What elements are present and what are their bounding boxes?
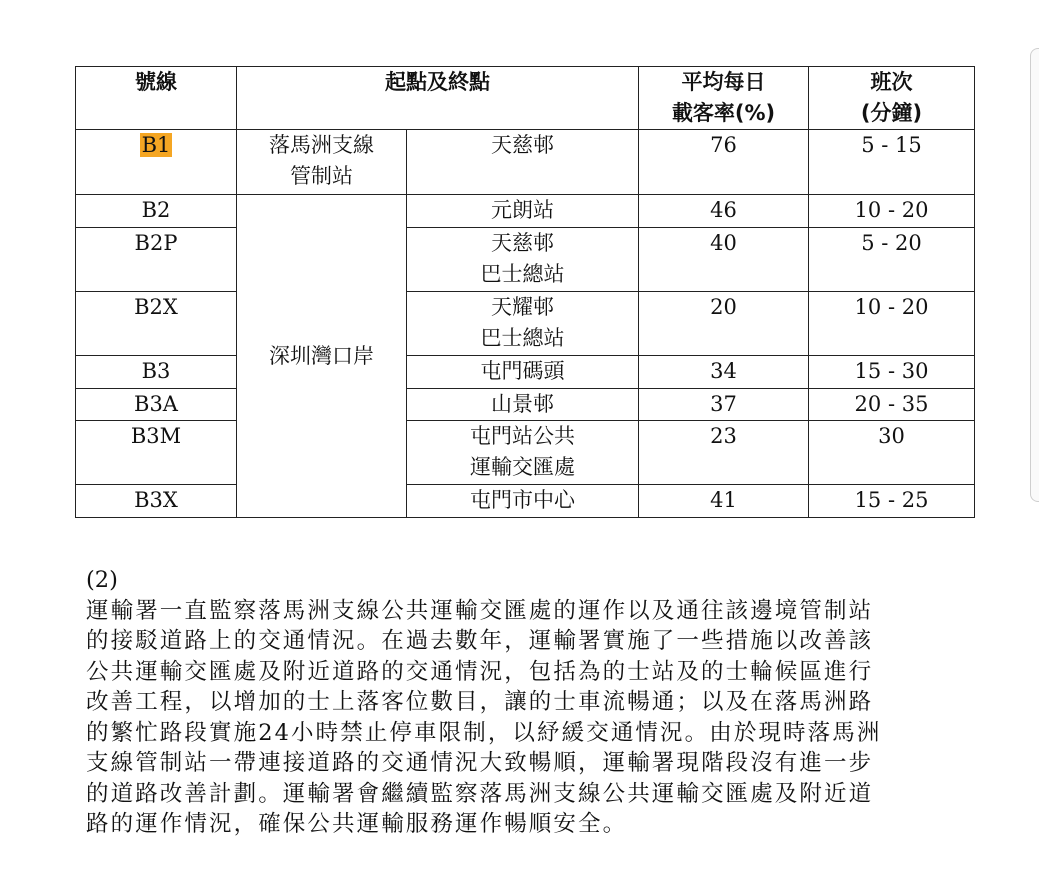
route-cell (76, 130, 237, 195)
header-frequency-line2: (分鐘) (860, 101, 923, 125)
paragraph-line: 的接駁道路上的交通情況。在過去數年，運輸署實施了一些措施以改善該 (86, 628, 874, 654)
occupancy-cell: 20 (639, 292, 809, 356)
table-row (76, 130, 975, 195)
occupancy-cell: 76 (639, 130, 809, 195)
frequency-cell: 15 - 25 (809, 485, 975, 518)
header-endpoints: 起點及終點 (237, 67, 639, 130)
destination-line2: 巴士總站 (480, 326, 565, 350)
destination-line2: 運輸交匯處 (470, 455, 575, 479)
destination-cell: 屯門市中心 (407, 485, 639, 518)
destination-line1: 天耀邨 (491, 295, 554, 319)
table-header-row (76, 67, 975, 130)
route-cell: B3X (76, 485, 237, 518)
paragraph-line: 運輸署一直監察落馬洲支線公共運輸交匯處的運作以及通往該邊境管制站 (86, 597, 874, 624)
destination-cell: 屯門碼頭 (407, 356, 639, 389)
table-row (76, 228, 975, 292)
destination-cell: 山景邨 (407, 389, 639, 421)
origin-cell (237, 130, 407, 195)
route-cell: B2P (76, 228, 237, 292)
occupancy-cell: 23 (639, 421, 809, 485)
header-occupancy-line2: 載客率(%) (671, 101, 776, 125)
scrollbar[interactable] (1030, 48, 1039, 502)
paragraph-line: 改善工程，以增加的士上落客位數目，讓的士車流暢通；以及在落馬洲路 (86, 689, 874, 715)
table-row (76, 389, 975, 421)
route-table (75, 66, 975, 518)
paragraph-line: 的繁忙路段實施24小時禁止停車限制，以紓緩交通情況。由於現時落馬洲 (86, 719, 882, 746)
destination-line1: 屯門站公共 (470, 424, 575, 448)
route-cell: B3A (76, 389, 237, 421)
occupancy-cell: 37 (639, 389, 809, 421)
route-b1-highlighted: B1 (141, 133, 171, 157)
paragraph-line: 路的運作情況，確保公共運輸服務運作暢順安全。 (86, 811, 628, 837)
origin-line1: 落馬洲支線 (269, 133, 374, 157)
header-frequency (809, 67, 975, 130)
destination-cell: 天慈邨 (407, 130, 639, 195)
origin-line2: 管制站 (290, 164, 353, 188)
route-cell: B2 (76, 195, 237, 228)
table-row (76, 485, 975, 518)
header-occupancy (639, 67, 809, 130)
paragraph-line: 的道路改善計劃。運輸署會繼續監察落馬洲支線公共運輸交匯處及附近道 (86, 780, 874, 807)
header-route: 號線 (76, 67, 237, 130)
frequency-cell: 15 - 30 (809, 356, 975, 389)
header-occupancy-line1: 平均每日 (681, 70, 766, 94)
route-cell: B3 (76, 356, 237, 389)
table-row (76, 421, 975, 485)
route-cell: B3M (76, 421, 237, 485)
destination-line2: 巴士總站 (480, 262, 565, 286)
destination-cell (407, 292, 639, 356)
table-row (76, 195, 975, 228)
destination-cell (407, 421, 639, 485)
destination-cell: 元朗站 (407, 195, 639, 228)
occupancy-cell: 46 (639, 195, 809, 228)
frequency-cell: 30 (809, 421, 975, 485)
route-cell: B2X (76, 292, 237, 356)
occupancy-cell: 40 (639, 228, 809, 292)
frequency-cell: 10 - 20 (809, 195, 975, 228)
paragraph-2 (86, 565, 986, 840)
frequency-cell: 5 - 15 (809, 130, 975, 195)
occupancy-cell: 41 (639, 485, 809, 518)
destination-cell (407, 228, 639, 292)
occupancy-cell: 34 (639, 356, 809, 389)
paragraph-number: (2) (86, 567, 118, 593)
frequency-cell: 5 - 20 (809, 228, 975, 292)
table-row (76, 292, 975, 356)
header-frequency-line1: 班次 (870, 70, 913, 94)
shared-origin-cell: 深圳灣口岸 (237, 195, 407, 518)
destination-line1: 天慈邨 (491, 231, 554, 255)
frequency-cell: 10 - 20 (809, 292, 975, 356)
table-row (76, 356, 975, 389)
paragraph-line: 支線管制站一帶連接道路的交通情況大致暢順，運輸署現階段沒有進一步 (86, 750, 874, 776)
paragraph-line: 公共運輸交匯處及附近道路的交通情況，包括為的士站及的士輪候區進行 (86, 658, 874, 685)
frequency-cell: 20 - 35 (809, 389, 975, 421)
